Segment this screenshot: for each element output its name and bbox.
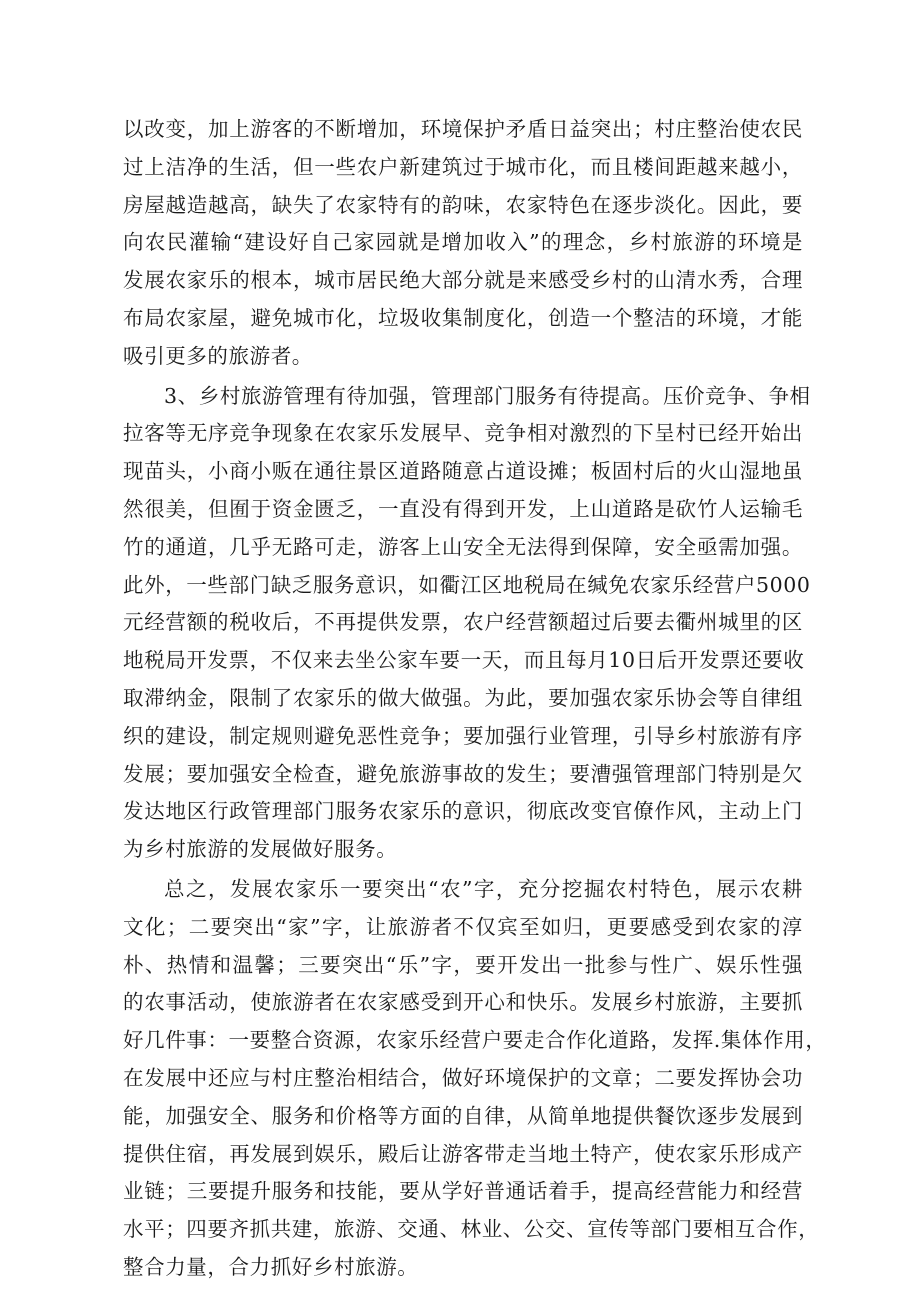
text-line: 以改变，加上游客的不断增加，环境保护矛盾日益突出；村庄整治使农民 (123, 117, 803, 141)
text-line: 地税局开发票，不仅来去坐公家车要一天，而且每月10日后开发票还要收 (123, 648, 805, 673)
text-line: 拉客等无序竞争现象在农家乐发展早、竞争相对激烈的下呈村已经开始出 (123, 421, 803, 446)
text-line: 提供住宿，再发展到娱乐，殿后让游客带走当地土特产，使农家乐形成产 (123, 1141, 803, 1166)
text-line: 发达地区行政管理部门服务农家乐的意识，彻底改变官僚作风，主动上门 (123, 799, 803, 824)
document-body (123, 111, 827, 1287)
text-line: 3、乡村旅游管理有待加强，管理部门服务有待提高。压价竞争、争相 (164, 383, 811, 408)
text-line: 水平；四要齐抓共建，旅游、交通、林业、公交、宣传等部门要相互合作， (123, 1217, 820, 1242)
text-line: 发展农家乐的根本，城市居民绝大部分就是来感受乡村的山清水秀，合理 (123, 268, 803, 293)
text-line: 的农事活动，使旅游者在农家感受到开心和快乐。发展乡村旅游，主要抓 (123, 990, 803, 1015)
text-line: 整合力量，合力抓好乡村旅游。 (123, 1254, 419, 1279)
text-line: 取滞纳金，限制了农家乐的做大做强。为此，要加强农家乐协会等自律组 (123, 685, 803, 710)
text-line: 朴、热情和温馨；三要突出“乐”字，要开发出一批参与性广、娱乐性强 (123, 952, 803, 977)
text-line: 过上洁净的生活，但一些农户新建筑过于城市化，而且楼间距越来越小， (123, 154, 803, 179)
text-line: 元经营额的税收后，不再提供发票，农户经营额超过后要去衢州城里的区 (123, 610, 803, 635)
text-line: 业链；三要提升服务和技能，要从学好普通话着手，提高经营能力和经营 (123, 1179, 803, 1204)
text-line: 文化；二要突出“家”字，让旅游者不仅宾至如归，更要感受到农家的淳 (123, 914, 803, 939)
text-line: 为乡村旅游的发展做好服务。 (123, 837, 398, 862)
text-line: 在发展中还应与村庄整治相结合，做好环境保护的文章；二要发挥协会功 (123, 1065, 803, 1090)
text-line: 布局农家屋，避免城市化，垃圾收集制度化，创造一个整洁的环境，才能 (123, 305, 803, 330)
text-line: 总之，发展农家乐一要突出“农”字，充分挖掘农村特色，展示农耕 (164, 876, 803, 901)
paragraph-management (123, 378, 811, 869)
text-line: 此外，一些部门缺乏服务意识，如衢江区地税局在缄免农家乐经营户5000 (123, 572, 811, 597)
text-line: 竹的通道，几乎无路可走，游客上山安全无法得到保障，安全亟需加强。 (123, 534, 803, 559)
text-line: 能，加强安全、服务和价格等方面的自律，从简单地提供餐饮逐步发展到 (123, 1103, 803, 1128)
text-line: 向农民灌输“建设好自己家园就是增加收入”的理念，乡村旅游的环境是 (123, 230, 803, 255)
text-line: 织的建设，制定规则避免恶性竞争；要加强行业管理，引导乡村旅游有序 (123, 723, 803, 748)
text-line: 现苗头，小商小贩在通往景区道路随意占道设摊；板固村后的火山湿地虽 (123, 459, 803, 484)
paragraph-summary (123, 871, 827, 1287)
text-line: 发展；要加强安全检查，避免旅游事故的发生；要漕强管理部门特别是欠 (123, 761, 803, 786)
paragraph-environment (123, 111, 803, 376)
text-line: 好几件事：一要整合资源，农家乐经营户要走合作化道路，发挥.集体作用， (123, 1028, 827, 1053)
text-line: 然很美，但囿于资金匮乏，一直没有得到开发，上山道路是砍竹人运输毛 (123, 496, 803, 521)
text-line: 房屋越造越高，缺失了农家特有的韵味，农家特色在逐步淡化。因此，要 (123, 192, 803, 217)
text-line: 吸引更多的旅游者。 (123, 343, 313, 368)
